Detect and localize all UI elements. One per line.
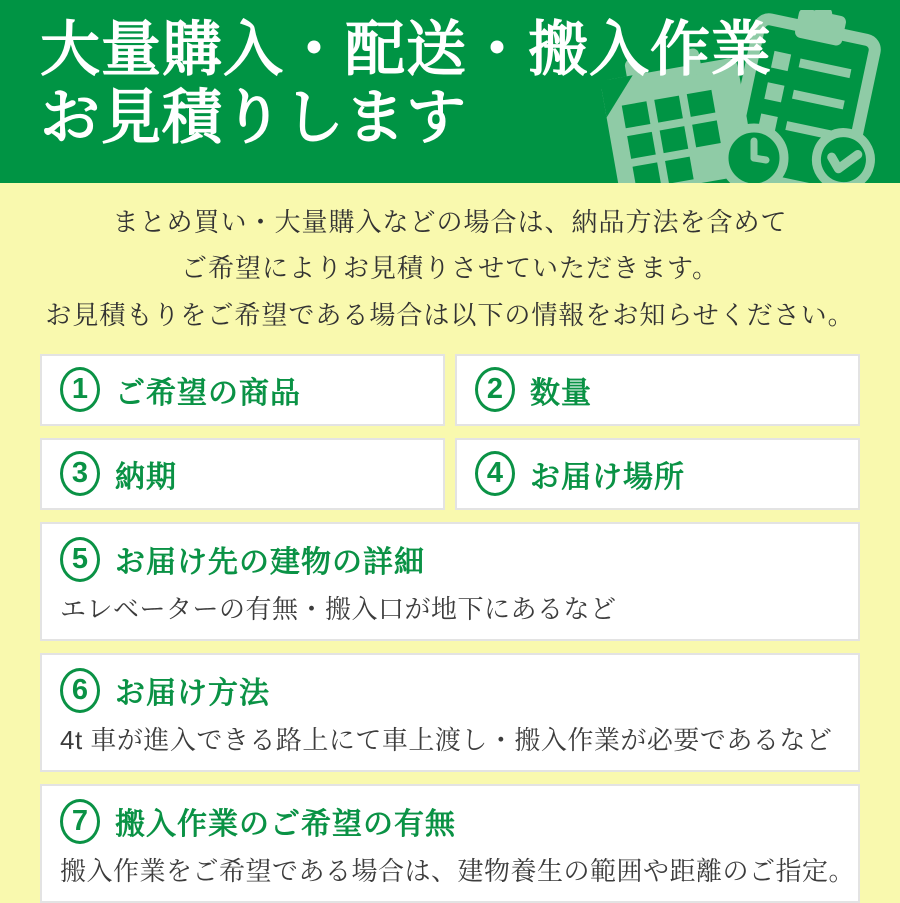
info-box-list	[0, 338, 900, 903]
item-2-title: 数量	[530, 376, 592, 410]
item-3-title: 納期	[115, 460, 177, 494]
item-7-note: 搬入作業をご希望である場合は、建物養生の範囲や距離のご指定。	[60, 855, 856, 886]
item-7-heading	[60, 799, 840, 844]
banner-title-line1: 大量購入・配送・搬入作業	[40, 16, 772, 83]
item-6-note: 4t 車が進入できる路上にて車上渡し・搬入作業が必要であるなど	[60, 724, 833, 755]
info-item-6	[40, 653, 860, 772]
item-5-title: お届け先の建物の詳細	[115, 546, 425, 580]
intro-line3: お見積もりをご希望である場合は以下の情報をお知らせください。	[45, 299, 855, 330]
item-7-title: 搬入作業のご希望の有無	[115, 808, 456, 842]
item-6-heading	[60, 668, 840, 713]
banner-title	[40, 16, 772, 152]
info-item-4	[455, 438, 860, 510]
header-banner	[0, 0, 900, 183]
banner-title-line2: お見積りします	[40, 83, 467, 151]
item-4-title: お届け場所	[530, 460, 685, 494]
intro-line2: ご希望によりお見積りさせていただきます。	[181, 253, 719, 284]
info-item-2	[455, 354, 860, 426]
item-1-number-badge: 1	[60, 367, 100, 412]
item-2-number-badge: 2	[475, 367, 515, 412]
item-6-number-badge: 6	[60, 668, 100, 713]
info-item-1	[40, 354, 445, 426]
item-4-number-badge: 4	[475, 451, 515, 496]
intro-text	[0, 183, 900, 338]
item-5-number-badge: 5	[60, 537, 100, 582]
item-3-number-badge: 3	[60, 451, 100, 496]
item-7-number-badge: 7	[60, 799, 100, 844]
info-item-7	[40, 784, 860, 903]
info-item-3	[40, 438, 445, 510]
item-5-note: エレベーターの有無・搬入口が地下にあるなど	[60, 593, 617, 624]
item-5-heading	[60, 537, 840, 582]
intro-line1: まとめ買い・大量購入などの場合は、納品方法を含めて	[112, 207, 788, 237]
row-pair-2	[40, 438, 860, 510]
item-1-title: ご希望の商品	[115, 376, 301, 410]
item-6-title: お届け方法	[115, 677, 270, 711]
info-item-5	[40, 522, 860, 641]
row-pair-1	[40, 354, 860, 426]
